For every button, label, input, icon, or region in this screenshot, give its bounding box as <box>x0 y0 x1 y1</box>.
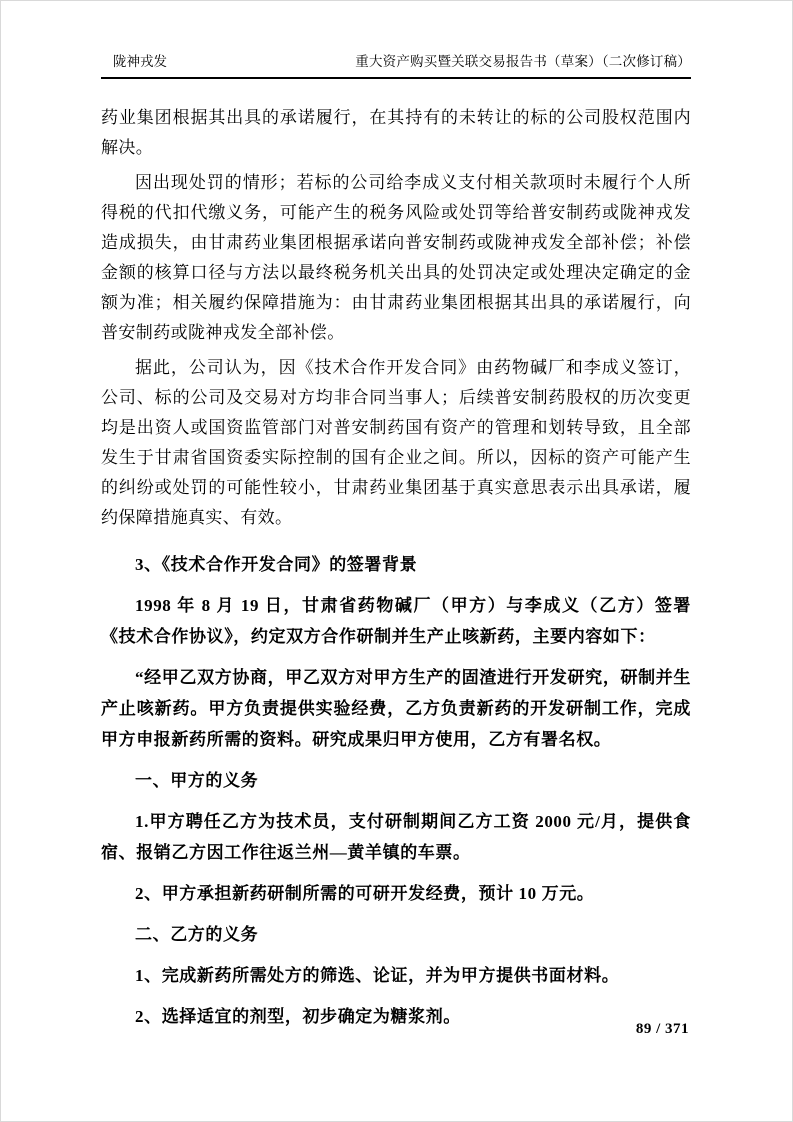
document-body <box>101 103 691 1032</box>
subheading-party-a-obligations: 一、甲方的义务 <box>135 771 259 790</box>
paragraph-agreement-signing: 1998 年 8 月 19 日，甘肃省药物碱厂（甲方）与李成义（乙方）签署《技术合作协议》，约定双方合作研制并生产止咳新药，主要内容如下： <box>101 596 691 646</box>
contract-excerpt-section <box>101 549 691 1032</box>
paragraph-agreement-quote: “经甲乙双方协商，甲乙双方对甲方生产的固渣进行开发研究，研制并生产止咳新药。甲方负责提供实验经费，乙方负责新药的开发研制工作，完成甲方申报新药所需的资料。研究成果归甲方使用，乙方有署名权。 <box>101 668 691 749</box>
paragraph-continuation: 药业集团根据其出具的承诺履行，在其持有的未转让的标的公司股权范围内解决。 <box>101 108 691 157</box>
paragraph-party-b-item-2: 2、选择适宜的剂型，初步确定为糖浆剂。 <box>135 1007 461 1026</box>
paragraph-party-a-item-2: 2、甲方承担新药研制所需的可研开发经费，预计 10 万元。 <box>135 884 595 903</box>
page-header <box>101 53 691 79</box>
section-heading-signing-background: 3、《技术合作开发合同》的签署背景 <box>135 555 418 574</box>
paragraph-party-a-item-1: 1.甲方聘任乙方为技术员，支付研制期间乙方工资 2000 元/月，提供食宿、报销乙方因工作往返兰州—黄羊镇的车票。 <box>101 812 691 862</box>
paragraph-penalty-compensation: 因出现处罚的情形；若标的公司给李成义支付相关款项时未履行个人所得税的代扣代缴义务，可能产生的税务风险或处罚等给普安制药或陇神戎发造成损失，由甘肃药业集团根据承诺向普安制药或陇神戎发全部补偿；补偿金额的核算口径与方法以最终税务机关出具的处罚决定或处理决定确定的金额为准；相关履约保障措施为：由甘肃药业集团根据其出具的承诺履行，向普安制药或陇神戎发全部补偿。 <box>101 173 691 342</box>
page-content <box>101 53 691 1042</box>
page-number: 89 / 371 <box>635 1021 689 1037</box>
paragraph-party-b-item-1: 1、完成新药所需处方的筛选、论证，并为甲方提供书面材料。 <box>135 966 620 985</box>
paragraph-company-opinion: 据此，公司认为，因《技术合作开发合同》由药物碱厂和李成义签订，公司、标的公司及交易对方均非合同当事人；后续普安制药股权的历次变更均是出资人或国资监管部门对普安制药国有资产的管理和划转导致，且全部发生于甘肃省国资委实际控制的国有企业之间。所以，因标的资产可能产生的纠纷或处罚的可能性较小，甘肃药业集团基于真实意思表示出具承诺，履约保障措施真实、有效。 <box>101 358 691 527</box>
header-report-title: 重大资产购买暨关联交易报告书（草案）（二次修订稿） <box>355 54 691 69</box>
header-company-name: 陇神戎发 <box>113 54 167 69</box>
subheading-party-b-obligations: 二、乙方的义务 <box>135 925 259 944</box>
